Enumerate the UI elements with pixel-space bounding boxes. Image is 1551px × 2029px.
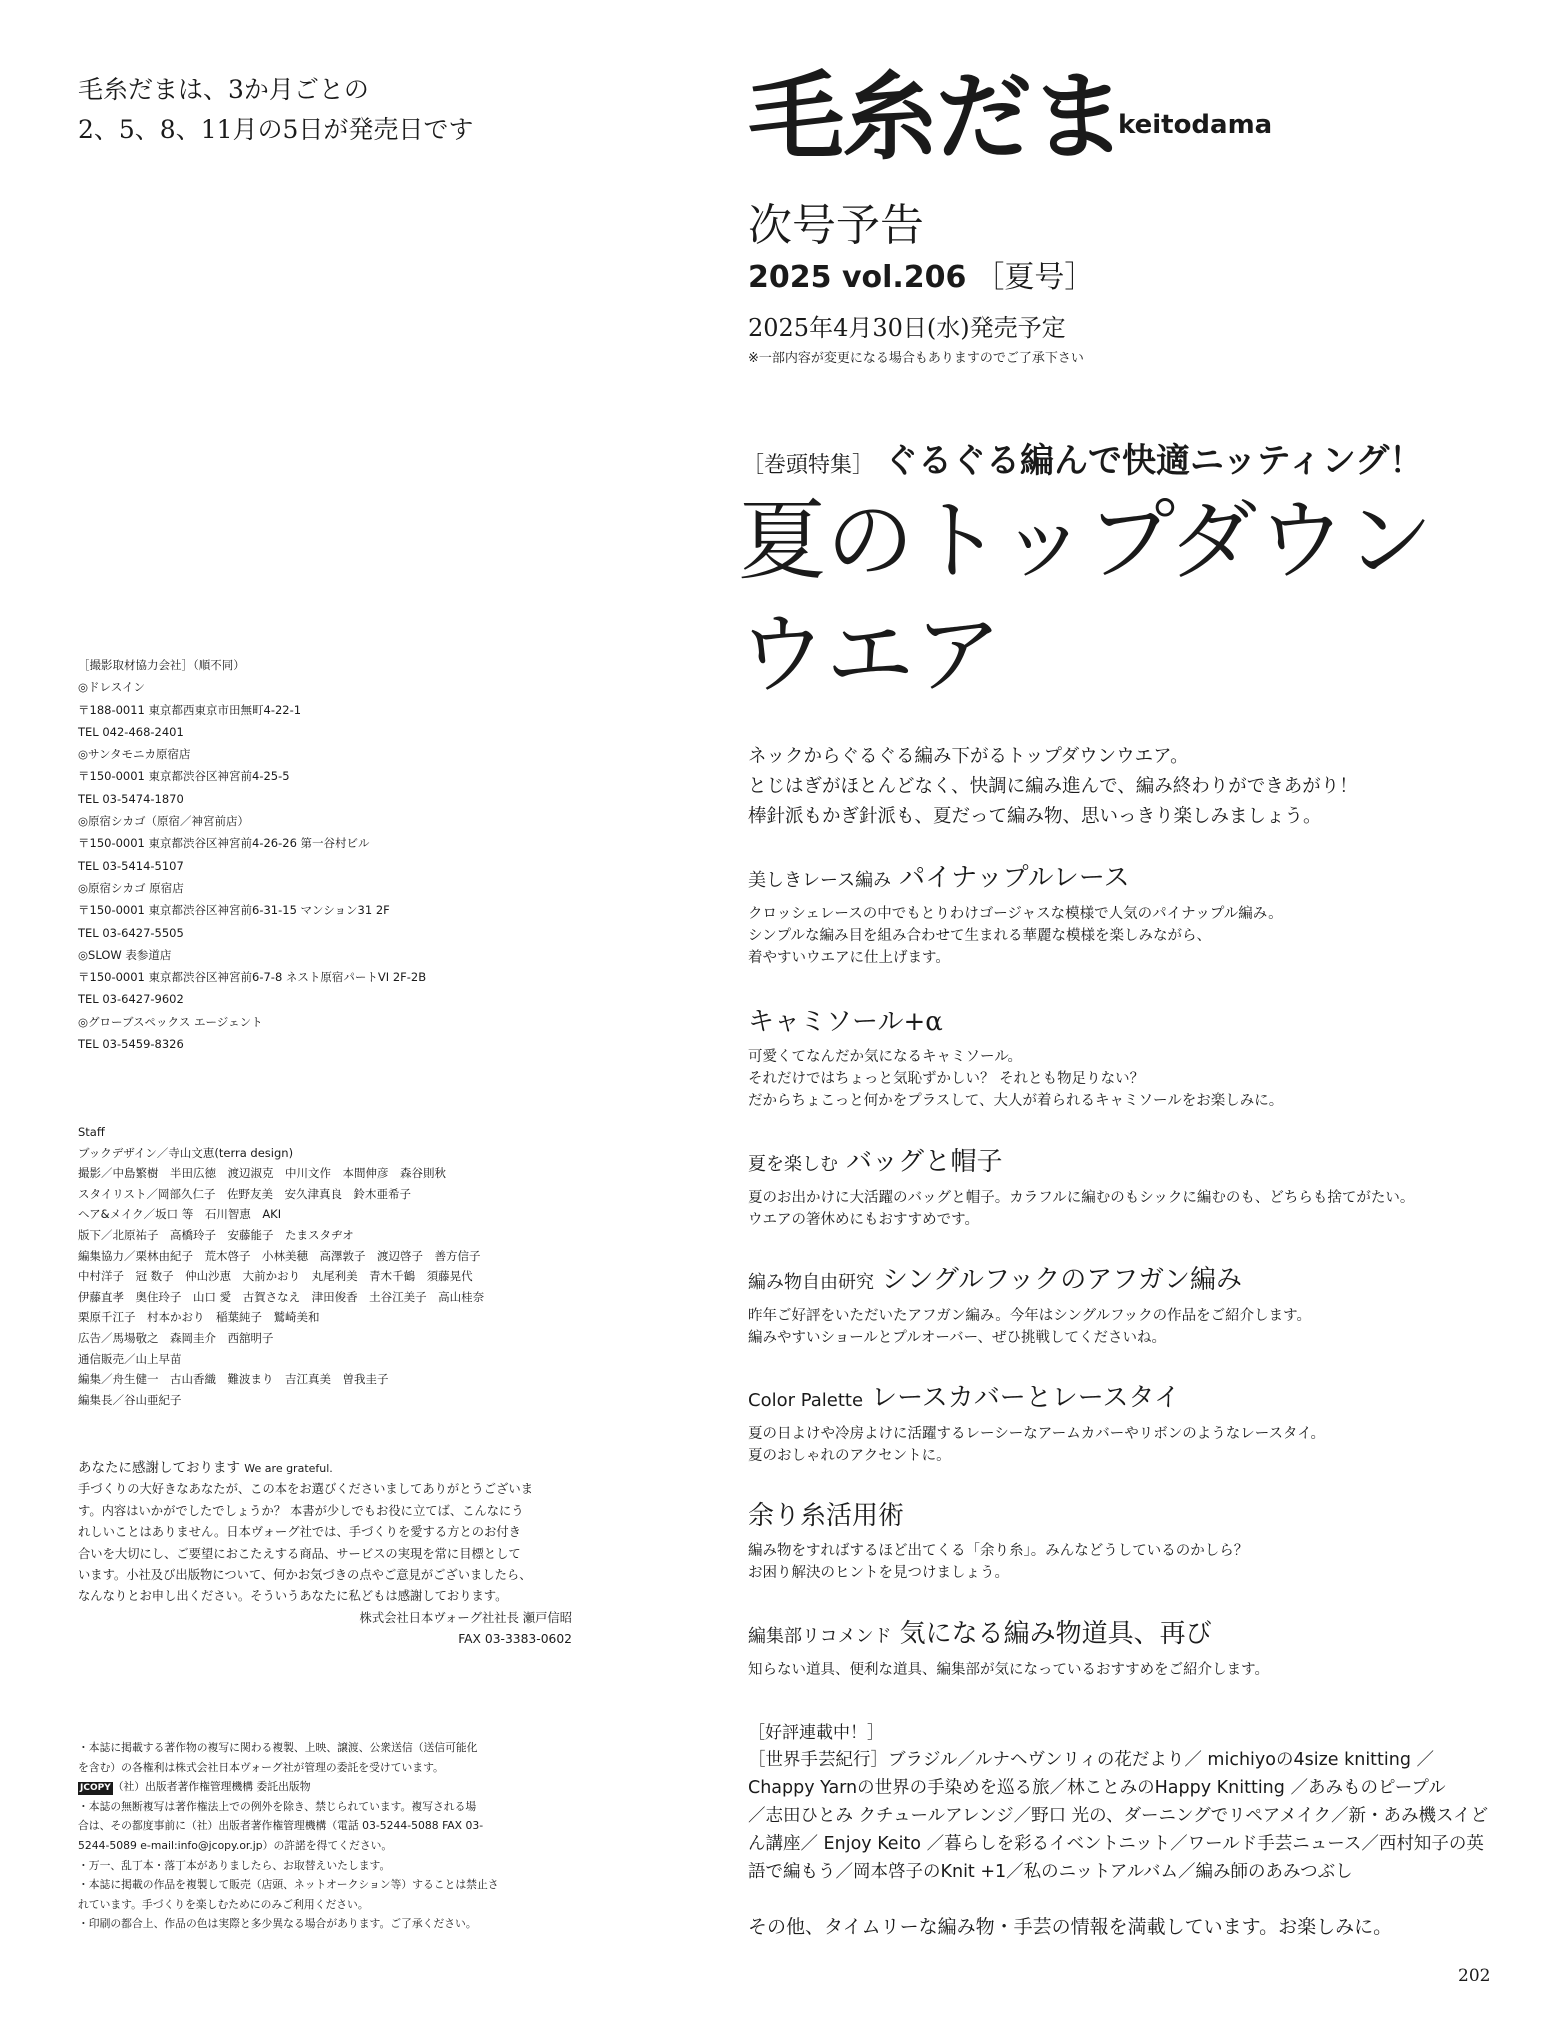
feature-catch: ぐるぐる編んで快適ニッティング！ [884, 441, 1424, 481]
staff-line: 広告／馬場敬之 森岡圭介 西舘明子 [78, 1330, 274, 1345]
next-issue-heading: 次号予告 [748, 200, 924, 251]
thanks-heading-ja: あなたに感謝しております [78, 1460, 240, 1476]
coop-line: ◎原宿シカゴ（原宿／神宮前店） [78, 814, 250, 829]
coop-line: TEL 03-5474-1870 [78, 791, 184, 806]
article-label: 夏を楽しむ [748, 1154, 838, 1175]
thanks-line: れしいことはありません。日本ヴォーグ社では、手づくりを愛する方とのお付き [78, 1525, 521, 1540]
thank-you-message [78, 1458, 572, 1651]
article-desc-line: お困り解決のヒントを見つけましょう。 [748, 1565, 1009, 1581]
article-color-palette [748, 1380, 1508, 1467]
feature-title [738, 484, 1528, 712]
staff-line: ブックデザイン／寺山文恵(terra design) [78, 1145, 294, 1160]
staff-line: 版下／北原祐子 高橋玲子 安藤能子 たまスタヂオ [78, 1227, 354, 1242]
legal-notice [78, 1738, 572, 1934]
article-desc-line: それだけではちょっと気恥ずかしい？ それとも物足りない？ [748, 1071, 1145, 1087]
feature-title-line: 夏のトップダウン [738, 489, 1434, 592]
release-date: 2025年4月30日(水)発売予定 [748, 314, 1066, 342]
article-label: 編集部リコメンド [748, 1626, 892, 1647]
staff-line: ヘア&メイク／坂口 等 石川智恵 AKI [78, 1207, 282, 1222]
feature-tag: ［巻頭特集］ [742, 453, 875, 478]
cooperating-companies [78, 654, 558, 1055]
article-desc-line: シンプルな編み目を組み合わせて生まれる華麗な模様を楽しみながら、 [748, 928, 1212, 944]
article-label: 美しきレース編み [748, 870, 892, 891]
staff-heading: Staff [78, 1125, 105, 1139]
thanks-fax: FAX 03-3383-0602 [458, 1632, 572, 1647]
thanks-signature: 株式会社日本ヴォーグ社社長 瀬戸信昭 [359, 1610, 572, 1625]
coop-line: TEL 03-5459-8326 [78, 1037, 184, 1052]
coop-line: 〒150-0001 東京都渋谷区神宮前4-25-5 [78, 769, 290, 784]
staff-line: 伊藤直孝 奥住玲子 山口 愛 古賀さなえ 津田俊香 土谷江美子 高山桂奈 [78, 1289, 485, 1304]
staff-line: 撮影／中島繁樹 半田広徳 渡辺淑克 中川文作 本間伸彦 森谷則秋 [78, 1166, 446, 1181]
issue-volume: 2025 vol.206 [748, 260, 967, 295]
article-description [748, 1659, 1508, 1681]
legal-line: 5244-5089 e-mail:info@jcopy.or.jp）の許諾を得てください。 [78, 1838, 393, 1852]
serial-line: ／志田ひとみ クチュールアレンジ／野口 光の、ダーニングでリペアメイク／新・あみ機スイど [748, 1806, 1489, 1826]
article-bag-hat [748, 1144, 1508, 1231]
coop-line: 〒150-0001 東京都渋谷区神宮前6-7-8 ネスト原宿パートVI 2F-2B [78, 970, 427, 985]
thanks-line: なんなりとお申し出ください。そういうあなたに私どもは感謝しております。 [78, 1589, 508, 1604]
article-desc-line: 夏の日よけや冷房よけに活躍するレーシーなアームカバーやリボンのようなレースタイ。 [748, 1426, 1325, 1442]
article-desc-line: 昨年ご好評をいただいたアフガン編み。今年はシングルフックの作品をご紹介します。 [748, 1308, 1311, 1324]
article-desc-line: ウエアの箸休めにもおすすめです。 [748, 1212, 979, 1228]
staff-line: 通信販売／山上早苗 [78, 1351, 182, 1366]
article-description [748, 1046, 1508, 1112]
article-description [748, 1423, 1508, 1467]
legal-line: を含む）の各権利は株式会社日本ヴォーグ社が管理の委託を受けています。 [78, 1760, 444, 1774]
serial-line: 語で編もう／岡本啓子のKnit +1／私のニットアルバム／編み師のあみつぶし [748, 1862, 1353, 1882]
article-description [748, 1305, 1508, 1349]
article-description [748, 903, 1508, 969]
article-description [748, 1187, 1508, 1231]
coop-line: 〒150-0001 東京都渋谷区神宮前6-31-15 マンション31 2F [78, 903, 390, 918]
staff-line: 編集長／谷山亜紀子 [78, 1392, 182, 1407]
release-note: ※一部内容が変更になる場合もありますのでご了承下さい [748, 351, 1084, 366]
article-desc-line: 着やすいウエアに仕上げます。 [748, 950, 950, 966]
thanks-line: 手づくりの大好きなあなたが、この本をお選びくださいましてありがとうございま [78, 1482, 533, 1497]
page-number: 202 [1458, 1966, 1491, 1986]
coop-line: TEL 03-6427-9602 [78, 992, 184, 1007]
serial-line: ん講座／ Enjoy Keito ／暮らしを彩るイベントニット／ワールド手芸ニュース／西村知子の英 [748, 1834, 1484, 1854]
legal-line: 合は、その都度事前に（社）出版者著作権管理機構（電話 03-5244-5088 FAX 03- [78, 1819, 484, 1833]
staff-line: スタイリスト／岡部久仁子 佐野友美 安久津真良 鈴木亜希子 [78, 1186, 412, 1201]
feature-lead [748, 742, 1508, 832]
feature-lead-line: とじはぎがほとんどなく、快調に編み進んで、編み終わりができあがり！ [748, 776, 1358, 797]
feature-lead-line: 棒針派もかぎ針派も、夏だって編み物、思いっきり楽しみましょう。 [748, 806, 1322, 827]
article-desc-line: 可愛くてなんだか気になるキャミソール。 [748, 1049, 1023, 1065]
legal-line: ・本誌に掲載する著作物の複写に関わる複製、上映、譲渡、公衆送信（送信可能化 [78, 1741, 478, 1754]
thanks-line: す。内容はいかがでしたでしょうか？ 本書が少しでもお役に立てば、こんなにう [78, 1503, 524, 1518]
coop-line: 〒150-0001 東京都渋谷区神宮前4-26-26 第一谷村ビル [78, 836, 370, 851]
feature-lead-line: ネックからぐるぐる編み下がるトップダウンウエア。 [748, 746, 1189, 767]
coop-line: TEL 03-5414-5107 [78, 858, 184, 873]
thanks-line: 合いを大切にし、ご要望におこたえする商品、サービスの実現を常に目標として [78, 1546, 521, 1561]
issue-volume-line [748, 258, 1094, 298]
staff-line: 編集／舟生健一 古山香織 難波まり 吉江真美 曽我圭子 [78, 1372, 389, 1387]
feature-headline [742, 436, 1423, 491]
legal-line: ・本誌に掲載の作品を複製して販売（店頭、ネットオークション等）することは禁止さ [78, 1878, 499, 1892]
article-camisole [748, 1004, 1508, 1112]
coop-heading: ［撮影取材協力会社］（順不同） [78, 658, 245, 672]
magazine-logo: 毛糸だま [748, 61, 1124, 173]
article-title: 気になる編み物道具、再び [899, 1619, 1212, 1649]
release-schedule [78, 70, 598, 150]
coop-line: ◎原宿シカゴ 原宿店 [78, 880, 184, 895]
coop-line: TEL 042-468-2401 [78, 724, 184, 739]
article-desc-line: だからちょこっと何かをプラスして、大人が着られるキャミソールをお楽しみに。 [748, 1093, 1284, 1109]
release-schedule-line: 毛糸だまは、3か月ごとの [78, 75, 369, 104]
article-title: シングルフックのアフガン編み [882, 1265, 1242, 1295]
legal-line: れています。手づくりを楽しむためにのみご利用ください。 [78, 1897, 369, 1911]
legal-line: ・万一、乱丁本・落丁本がありましたら、お取替えいたします。 [78, 1858, 391, 1872]
staff-line: 中村洋子 冠 数子 仲山沙恵 大前かおり 丸尾利美 青木千鶴 須藤晃代 [78, 1269, 473, 1284]
coop-line: ◎ドレスイン [78, 680, 145, 695]
release-schedule-line: 2、5、8、11月の5日が発売日です [78, 115, 474, 144]
article-label: 編み物自由研究 [748, 1272, 874, 1293]
serial-list [748, 1746, 1516, 1886]
issue-season: ［夏号］ [974, 260, 1095, 295]
serial-line: Chappy Yarnの世界の手染めを巡る旅／林ことみのHappy Knitting ／あみものピープル [748, 1778, 1446, 1798]
article-title: レースカバーとレースタイ [871, 1383, 1180, 1413]
article-pineapple-lace [748, 860, 1508, 969]
article-desc-line: 知らない道具、便利な道具、編集部が気になっているおすすめをご紹介します。 [748, 1662, 1269, 1678]
article-description [748, 1540, 1508, 1584]
coop-line: ◎SLOW 表参道店 [78, 947, 172, 962]
article-leftover-yarn [748, 1498, 1508, 1584]
article-label: Color Palette [748, 1390, 864, 1411]
article-desc-line: クロッシェレースの中でもとりわけゴージャスな模様で人気のパイナップル編み。 [748, 906, 1283, 922]
article-title: バッグと帽子 [846, 1147, 1003, 1177]
coop-line: ◎サンタモニカ原宿店 [78, 747, 191, 762]
article-title: パイナップルレース [899, 863, 1130, 893]
article-title: キャミソール+α [748, 1007, 943, 1037]
coop-line: TEL 03-6427-5505 [78, 925, 184, 940]
article-desc-line: 夏のおしゃれのアクセントに。 [748, 1448, 951, 1464]
jcopy-line [78, 1777, 572, 1797]
thanks-heading [78, 1458, 572, 1479]
thanks-line: います。小社及び出版物について、何かお気づきの点やご意見がございましたら、 [78, 1568, 532, 1583]
legal-line: ・印刷の都合上、作品の色は実際と多少異なる場合があります。ご了承ください。 [78, 1917, 477, 1931]
staff-credits [78, 1122, 578, 1410]
coop-line: ◎グローブスペックス エージェント [78, 1014, 263, 1029]
legal-line: （社）出版者著作権管理機構 委託出版物 [112, 1780, 311, 1794]
jcopy-badge: JCOPY [80, 1783, 111, 1794]
article-title: 余り糸活用術 [748, 1501, 905, 1531]
staff-line: 編集協力／栗林由紀子 荒木啓子 小林美穂 高澤敦子 渡辺啓子 善方信子 [78, 1248, 481, 1263]
article-tools [748, 1616, 1508, 1681]
serial-heading: ［好評連載中！］ [748, 1723, 884, 1743]
staff-line: 栗原千江子 村本かおり 稲葉純子 鷲崎美和 [78, 1310, 320, 1325]
article-desc-line: 編み物をすればするほど出てくる「余り糸」。みんなどうしているのかしら？ [748, 1543, 1249, 1559]
closing-note: その他、タイムリーな編み物・手芸の情報を満載しています。お楽しみに。 [748, 1916, 1393, 1938]
article-desc-line: 夏のお出かけに大活躍のバッグと帽子。カラフルに編むのもシックに編むのも、どちらも捨てがたい。 [748, 1190, 1415, 1206]
serial-line: ［世界手芸紀行］ブラジル／ルナヘヴンリィの花だより／ michiyoの4size knitting ／ [748, 1750, 1435, 1770]
article-desc-line: 編みやすいショールとプルオーバー、ぜひ挑戦してくださいね。 [748, 1330, 1167, 1346]
feature-title-line: ウエア [738, 603, 1003, 706]
legal-line: ・本誌の無断複写は著作権法上での例外を除き、禁じられています。複写される場 [78, 1799, 477, 1813]
thanks-heading-en: We are grateful. [244, 1462, 333, 1475]
article-afghan [748, 1262, 1508, 1349]
magazine-logo-romaji: keitodama [1118, 110, 1273, 140]
coop-line: 〒188-0011 東京都西東京市田無町4-22-1 [78, 702, 302, 717]
